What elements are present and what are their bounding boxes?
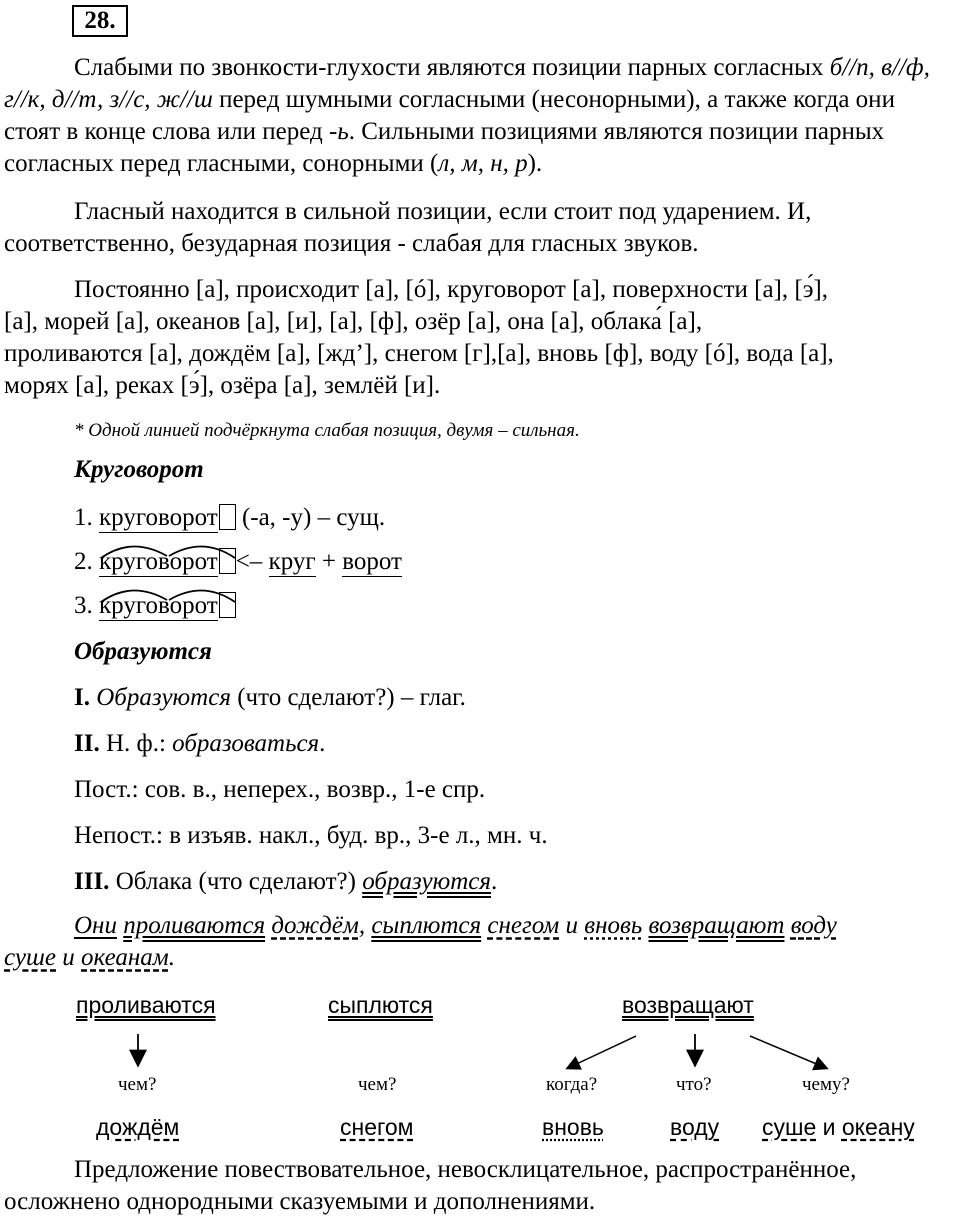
scheme-question-3: когда? bbox=[546, 1074, 598, 1095]
scheme-question-2: чем? bbox=[358, 1074, 397, 1095]
scheme-object-3: вновь bbox=[542, 1114, 604, 1140]
analysis-ii: II. Н. ф.: образоваться. bbox=[74, 730, 326, 757]
analysis-i: I. Образуются (что сделают?) – глаг. bbox=[74, 684, 466, 711]
zero-ending-icon bbox=[219, 504, 236, 530]
paragraph-positions-vowels: Гласный находится в сильной позиции, если стоит под ударением. И, соответственно, безударная позиция - слабая для гласных звуков. bbox=[4, 198, 812, 257]
root-arcs-icon bbox=[99, 540, 239, 560]
paragraph-positions-consonants: Слабыми по звонкости-глухости являются позиции парных согласных б//п, в//ф, г//к, д//т, з//с, ж//ш перед шумными согласными (несонорными), а также когда они стоят в конце слова или перед -ь. Сильными позициями являются позиции парных согласных перед гласными, сонорными (л, м, н, р). bbox=[4, 54, 930, 177]
sentence-line-1: Они проливаются дождём, сыплются снегом и вновь возвращают воду bbox=[74, 912, 837, 939]
scheme-object-1: дождём bbox=[96, 1114, 180, 1140]
words-line-2: [а], морей [а], океанов [а], [и], [а], [ф], озёр [а], она [а], облака́ [а], bbox=[4, 308, 703, 335]
scheme-verb-2: сыплются bbox=[328, 992, 433, 1018]
heading-krugovorot: Круговорот bbox=[74, 456, 204, 483]
words-line-1: Постоянно [а], происходит [а], [ó], круговорот [а], поверхности [а], [э́], bbox=[74, 276, 829, 303]
conclusion: Предложение повествовательное, невосклицательное, распространённое, осложнено однородными сказуемыми и дополнениями. bbox=[4, 1156, 857, 1215]
scheme-verb-1: проливаются bbox=[76, 992, 216, 1018]
footnote: * Одной линией подчёркнута слабая позиция, двумя – сильная. bbox=[74, 420, 580, 441]
scheme-object-4: воду bbox=[670, 1114, 720, 1140]
words-line-3: проливаются [а], дождём [а], [жд’], снегом [г],[а], вновь [ф], воду [ó], вода [а], bbox=[4, 340, 834, 367]
word-with-root: круговорот bbox=[99, 504, 218, 531]
scheme-object-5: суше и океану bbox=[762, 1114, 915, 1140]
scheme-object-2: снегом bbox=[340, 1114, 414, 1140]
sentence-line-2: суше и океанам. bbox=[4, 944, 175, 971]
morph-line-2: 2. круговорот <– круг + ворот bbox=[74, 548, 402, 577]
analysis-post: Пост.: сов. в., неперех., возвр., 1-е спр. bbox=[74, 776, 486, 803]
exercise-number: 28. bbox=[72, 5, 128, 37]
scheme-question-1: чем? bbox=[118, 1074, 157, 1095]
morph-line-3: 3. круговорот bbox=[74, 592, 236, 621]
root-arcs-icon bbox=[99, 584, 239, 604]
word-with-roots: круговорот bbox=[99, 548, 218, 575]
morph-line-1: 1. круговорот (-а, -у) – сущ. bbox=[74, 504, 386, 531]
heading-obrazuyutsya: Образуются bbox=[74, 638, 212, 665]
scheme-question-5: чему? bbox=[802, 1074, 850, 1095]
word-with-roots: круговорот bbox=[99, 592, 218, 619]
scheme-question-4: что? bbox=[676, 1074, 712, 1095]
scheme-verb-3: возвращают bbox=[622, 992, 754, 1018]
words-line-4: морях [а], реках [э́], озёра [а], землёй [и]. bbox=[4, 372, 441, 399]
analysis-nepost: Непост.: в изъяв. накл., буд. вр., 3-е л., мн. ч. bbox=[74, 822, 548, 849]
analysis-iii: III. Облака (что сделают?) образуются. bbox=[74, 868, 498, 895]
